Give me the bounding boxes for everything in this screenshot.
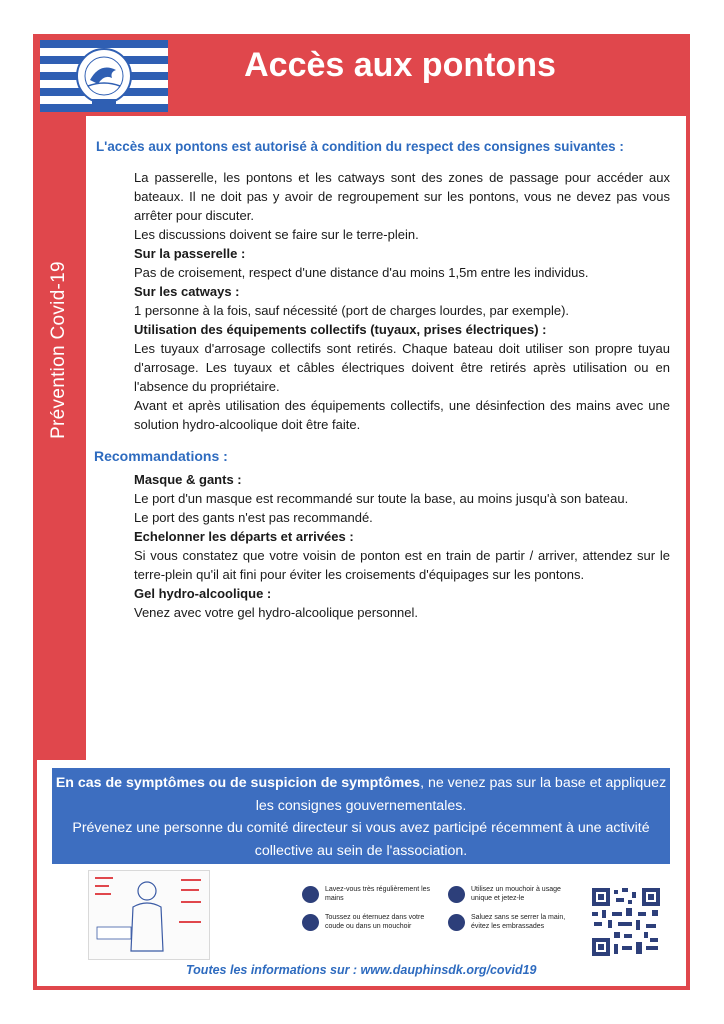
recommendations-heading: Recommandations : — [94, 448, 228, 464]
recommendation-text: Si vous constatez que votre voisin de ponton est en train de partir / arriver, attendez sur le terre-plein qu'il ait fini pour éviter les croisements d'équipages sur les pontons. — [134, 548, 670, 582]
rule-title: Sur les catways : — [134, 284, 240, 299]
page-title: Accès aux pontons — [244, 46, 556, 84]
rule-text: Les tuyaux d'arrosage collectifs sont retirés. Chaque bateau doit utiliser son propre tuyau d'arrosage. Les tuyaux et câbles électriques doivent être retirés après utilisation ou en l'absence du propriétaire. — [134, 341, 670, 394]
banner-bold: En cas de symptômes ou de suspicion de symptômes — [55, 775, 421, 791]
recommendation-title: Gel hydro-alcoolique : — [134, 586, 272, 601]
recommendation-title: Echelonner les départs et arrivées : — [134, 529, 354, 544]
rule-text: 1 personne à la fois, sauf nécessité (port de charges lourdes, par exemple). — [134, 303, 570, 318]
symptoms-poster-image — [88, 870, 210, 960]
intro-paragraph: La passerelle, les pontons et les catways sont des zones de passage pour accéder aux bateaux. Il ne doit pas y avoir de regroupement sur les pontons, vous ne devez pas vous arrêter pour discuter. — [134, 170, 670, 223]
info-link[interactable]: Toutes les informations sur : www.dauphinsdk.org/covid19 — [186, 963, 537, 977]
rule-text: Avant et après utilisation des équipements collectifs, une désinfection des mains avec une solution hydro-alcoolique doit être faite. — [134, 398, 670, 432]
recommendation-text: Le port d'un masque est recommandé sur toute la base, au moins jusqu'à son bateau. — [134, 491, 629, 506]
qr-code-icon[interactable] — [590, 886, 662, 958]
rule-text: Pas de croisement, respect d'une distance d'au moins 1,5m entre les individus. — [134, 265, 589, 280]
footer-illustrations: Lavez-vous très régulièrement les mains Toussez ou éternuez dans votre coude ou dans un mouchoir Utilisez un mouchoir à usage unique et jetez-le Saluez sans se serrer la main, évitez les embrassades — [52, 866, 670, 976]
main-content — [96, 130, 676, 622]
sidebar-label: Prévention Covid-19 — [48, 261, 69, 439]
intro-paragraph: Les discussions doivent se faire sur le terre-plein. — [134, 227, 419, 242]
rule-title: Sur la passerelle : — [134, 246, 246, 261]
intro-block — [134, 168, 670, 434]
rule-title: Utilisation des équipements collectifs (tuyaux, prises électriques) : — [134, 322, 547, 337]
club-logo — [40, 40, 168, 112]
banner-text: , ne venez pas sur la base et appliquez les consignes gouvernementales. — [255, 775, 667, 814]
tissue-icon — [448, 886, 465, 903]
lead-heading: L'accès aux pontons est autorisé à condition du respect des consignes suivantes : — [96, 139, 624, 154]
recommendation-title: Masque & gants : — [134, 472, 242, 487]
hand-wash-icon — [302, 886, 319, 903]
symptoms-banner — [52, 768, 670, 864]
banner-line2: Prévenez une personne du comité directeur si vous avez participé récemment à une activité collective au sein de l'association. — [72, 820, 650, 859]
recommendations-block — [134, 470, 670, 622]
no-handshake-icon — [448, 914, 465, 931]
recommendation-text: Le port des gants n'est pas recommandé. — [134, 510, 373, 525]
cough-icon — [302, 914, 319, 931]
recommendation-text: Venez avec votre gel hydro-alcoolique personnel. — [134, 605, 419, 620]
